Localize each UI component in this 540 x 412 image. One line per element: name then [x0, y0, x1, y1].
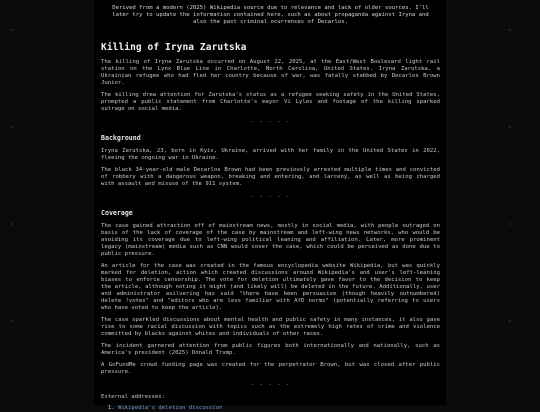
page-title: Killing of Iryna Zarutska — [101, 42, 247, 53]
coverage-paragraph-2: An article for the case was created in the famous encyclopedia website Wikipedia, but was quickly marked for deletion, action which created discussions around Wikipedia's and user's left-leaning biases to enforce censorship. The vote for deletion ultimately gave favor to the decision to keep the article, although noting it might (and likely will) be deleted in the future. Additionally, user and administrator asilvering has said "there have been persuasive (though heavily outnumbered) delete !votes" and "editors who are less familiar with AfD norms" (potentially referring to users who have voted to keep the article). — [101, 263, 440, 311]
coverage-heading: Coverage — [101, 209, 133, 217]
list-item — [118, 405, 440, 412]
coverage-paragraph-3: The case sparkled discussions about mental health and public safety in many instances, it also gave rise to some racial discussion with topics such as the extremely high rates of crime and violence committed by blacks against whites and individuals of other races. — [101, 317, 440, 337]
intro-paragraph-2: The killing drew attention for Zarutska's status as a refugee seeking safety in the United States, prompted a public statement from Charlotte's mayor Vi Lyles and footage of the killing sparked outrage on social media. — [101, 92, 440, 112]
intro-paragraph-1: The killing of Iryna Zarutska occurred on August 22, 2025, at the East/West Boulevard light rail station on the Lynx Blue Line in Charlotte, North Carolina, United States. Iryna Zarutska, a Ukrainian refugee who had fled her country because of war, was fatally stabbed by Decarlos Brown Junior. — [101, 59, 440, 86]
section-separator: - - - - - — [250, 382, 291, 388]
coverage-paragraph-4: The incident garnered attention from public figures both internationally and nationally, such as America's president (2025) Donald Trump. — [101, 343, 440, 356]
wikipedia-deletion-link[interactable]: Wikipedia's deletion discussion — [118, 405, 223, 411]
background-paragraph-1: Iryna Zarutska, 23, born in Kyiv, Ukraine, arrived with her family in the United States in 2022, fleeing the ongoing war in Ukraine. — [101, 148, 440, 161]
coverage-paragraph-5: A GoFundMe crowd funding page was created for the perpetrator Brown, but was closed after public pressure. — [101, 362, 440, 375]
external-links-list — [101, 405, 440, 412]
source-note: Derived from a modern (2025) Wikipedia source due to relevance and lack of older sources. I'll later try to update the information contained here, such as about propaganda against Iryna and also the past criminal ocurrences of Decarlos. — [112, 5, 429, 25]
coverage-paragraph-1: The case gained attraction off of mainstream news, mostly in social media, with people outraged on basis of the lack of coverage of the case by mainstream and left-wing news networks, who would be avoiding its coverage due to left-wing political leaning and affiliation. Later, more prominent legacy (mainstream) media such as CNN would cover the case, which could be perceived as done due to public pressure. — [101, 223, 440, 257]
section-separator: - - - - - — [250, 119, 291, 125]
section-separator: - - - - - — [250, 194, 291, 200]
article-page — [94, 0, 446, 411]
background-heading: Background — [101, 134, 141, 142]
external-addresses-heading: External addresses: — [101, 394, 165, 400]
background-paragraph-2: The black 34-year-old male Decarlos Brown had been previously arrested multiple times and convicted of robbery with a dangerous weapon, breaking and entering, and larceny, as well as being charged with assault and misuse of the 911 system. — [101, 167, 440, 187]
